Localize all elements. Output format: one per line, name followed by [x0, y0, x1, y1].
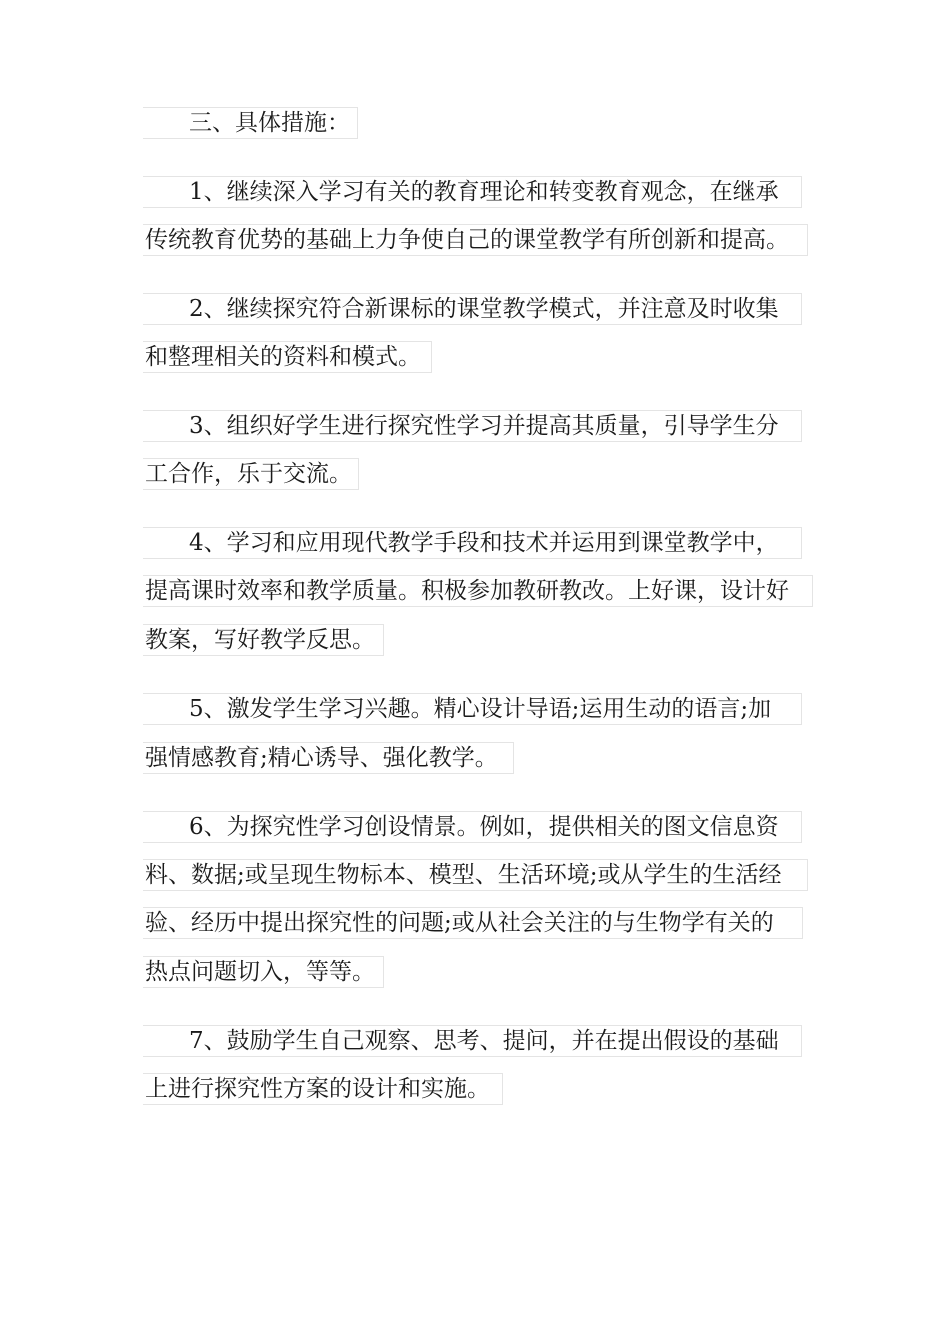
item-7-line-2: 上进行探究性方案的设计和实施。 [143, 1073, 503, 1105]
item-2-line-2: 和整理相关的资料和模式。 [143, 341, 432, 373]
item-1-line-2: 传统教育优势的基础上力争使自己的课堂教学有所创新和提高。 [143, 224, 808, 256]
item-3-line-1: 3、组织好学生进行探究性学习并提高其质量，引导学生分 [143, 410, 802, 442]
item-6-line-2: 料、数据;或呈现生物标本、模型、生活环境;或从学生的生活经 [143, 859, 808, 891]
section-heading: 三、具体措施： [143, 107, 358, 139]
item-4-line-3: 教案，写好教学反思。 [143, 624, 384, 656]
item-5-line-1: 5、激发学生学习兴趣。精心设计导语;运用生动的语言;加 [143, 693, 802, 725]
item-6-line-1: 6、为探究性学习创设情景。例如，提供相关的图文信息资 [143, 811, 802, 843]
item-2-line-1: 2、继续探究符合新课标的课堂教学模式，并注意及时收集 [143, 293, 802, 325]
item-7-line-1: 7、鼓励学生自己观察、思考、提问，并在提出假设的基础 [143, 1025, 802, 1057]
item-5-line-2: 强情感教育;精心诱导、强化教学。 [143, 742, 514, 774]
item-1-line-1: 1、继续深入学习有关的教育理论和转变教育观念，在继承 [143, 176, 802, 208]
item-6-line-3: 验、经历中提出探究性的问题;或从社会关注的与生物学有关的 [143, 907, 803, 939]
item-6-line-4: 热点问题切入，等等。 [143, 956, 384, 988]
item-4-line-2: 提高课时效率和教学质量。积极参加教研教改。上好课，设计好 [143, 575, 813, 607]
item-3-line-2: 工合作，乐于交流。 [143, 458, 359, 490]
item-4-line-1: 4、学习和应用现代教学手段和技术并运用到课堂教学中， [143, 527, 802, 559]
